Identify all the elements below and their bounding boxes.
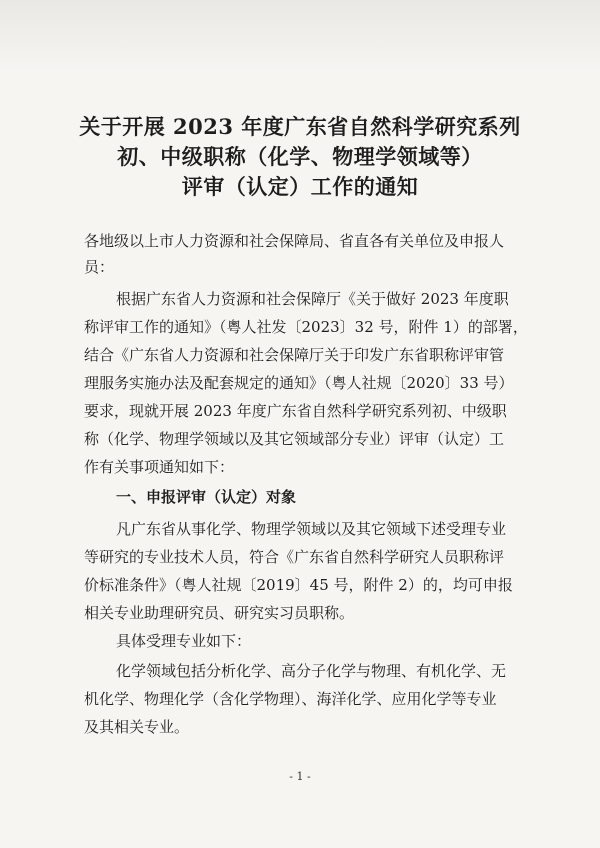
para2-line-3: 价标准条件》（粤人社规〔2019〕45 号，附件 2）的，均可申报: [84, 576, 513, 594]
salutation-line-2: 员：: [84, 258, 115, 276]
section-heading-1: 一、申报评审（认定）对象: [116, 488, 297, 506]
para4-line-1: 化学领域包括分析化学、高分子化学与物理、有机化学、无: [116, 662, 507, 680]
page-number: - 1 -: [289, 770, 311, 783]
para1-line-4: 理服务实施办法及配套规定的通知》（粤人社规〔2020〕33 号）: [84, 374, 514, 392]
para2-line-4: 相关专业助理研究员、研究实习员职称。: [84, 604, 355, 622]
title-line-1: 关于开展 2023 年度广东省自然科学研究系列: [79, 114, 521, 139]
para2-line-2: 等研究的专业技术人员，符合《广东省自然科学研究人员职称评: [84, 548, 505, 566]
para1-line-7: 作有关事项通知如下：: [84, 458, 235, 476]
para1-line-3: 结合《广东省人力资源和社会保障厅关于印发广东省职称评审管: [84, 346, 505, 364]
para2-line-1: 凡广东省从事化学、物理学领域以及其它领域下述受理专业: [116, 520, 507, 538]
para4-line-3: 及其相关专业。: [84, 718, 190, 736]
para1-line-1: 根据广东省人力资源和社会保障厅《关于做好 2023 年度职: [116, 290, 509, 308]
para4-line-2: 机化学、物理化学（含化学物理）、海洋化学、应用化学等专业: [84, 690, 497, 708]
para1-line-6: 称（化学、物理学领域以及其它领域部分专业）评审（认定）工: [84, 430, 505, 448]
para3-line-1: 具体受理专业如下：: [116, 632, 252, 650]
scan-shadow: [0, 0, 600, 70]
para1-line-2: 称评审工作的通知》（粤人社发〔2023〕32 号，附件 1）的部署，: [84, 318, 528, 336]
salutation-line-1: 各地级以上市人力资源和社会保障局、省直各有关单位及申报人: [84, 232, 505, 250]
title-line-3: 评审（认定）工作的通知: [181, 174, 419, 199]
title-line-2: 初、中级职称（化学、物理学领域等）: [117, 144, 483, 169]
para1-line-5: 要求，现就开展 2023 年度广东省自然科学研究系列初、中级职: [84, 402, 507, 420]
